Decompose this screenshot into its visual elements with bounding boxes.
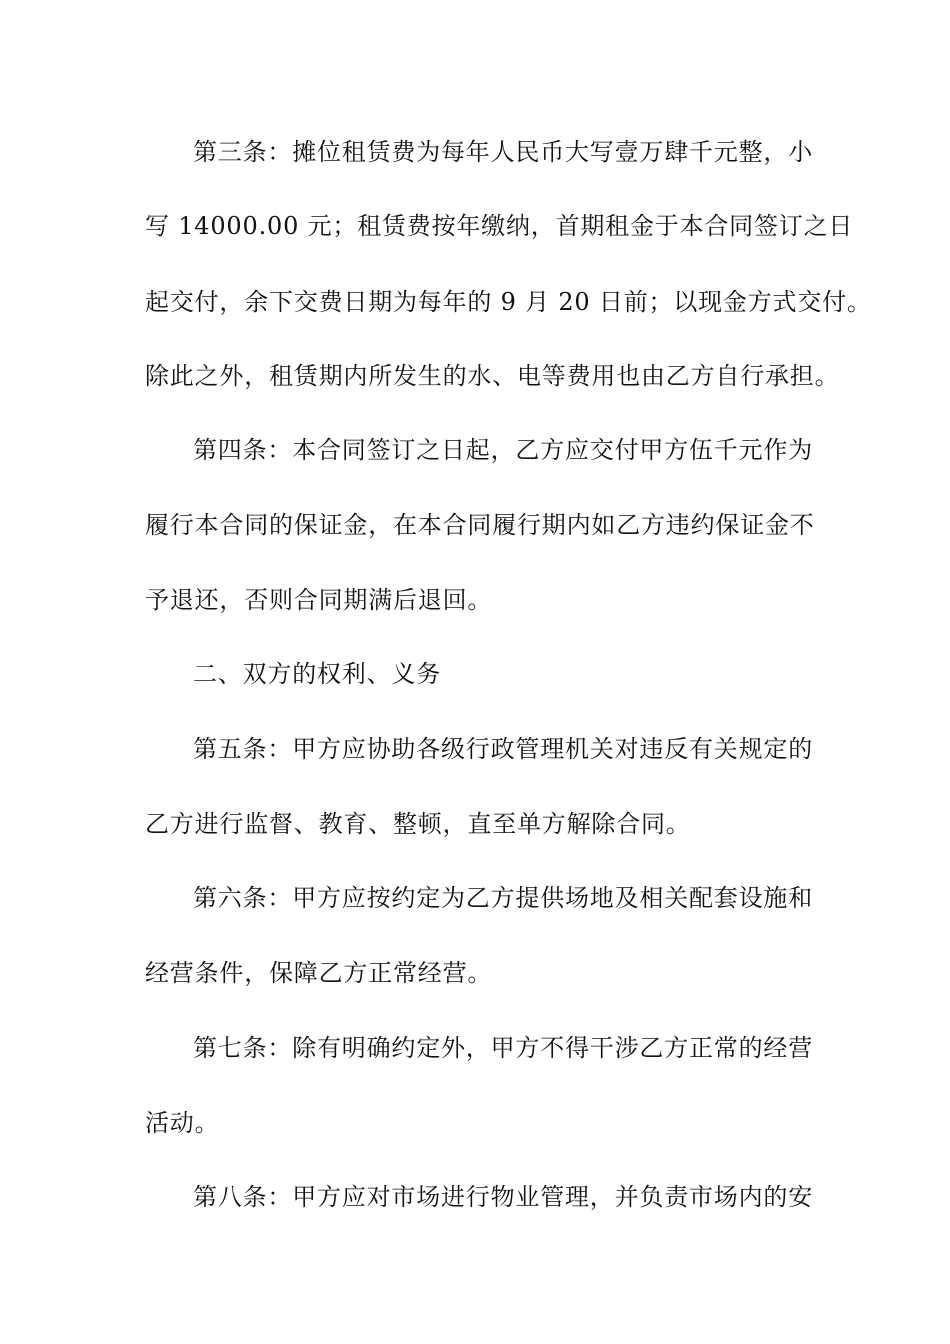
paragraph-article-8-line-1: 第八条：甲方应对市场进行物业管理，并负责市场内的安: [193, 1183, 813, 1211]
section-heading-rights-obligations: 二、双方的权利、义务: [193, 660, 441, 688]
paragraph-article-4-line-1: 第四条：本合同签订之日起，乙方应交付甲方伍千元作为: [193, 436, 813, 464]
paragraph-article-3-line-4: 除此之外，租赁期内所发生的水、电等费用也由乙方自行承担。: [145, 362, 840, 390]
paragraph-article-3-line-2: 写 14000.00 元；租赁费按年缴纳，首期租金于本合同签订之日: [145, 212, 854, 240]
paragraph-article-5-line-1: 第五条：甲方应协助各级行政管理机关对违反有关规定的: [193, 735, 813, 763]
paragraph-article-6-line-2: 经营条件，保障乙方正常经营。: [145, 959, 493, 987]
paragraph-article-7-line-1: 第七条：除有明确约定外，甲方不得干涉乙方正常的经营: [193, 1034, 813, 1062]
paragraph-article-6-line-1: 第六条：甲方应按约定为乙方提供场地及相关配套设施和: [193, 884, 813, 912]
paragraph-article-4-line-2: 履行本合同的保证金，在本合同履行期内如乙方违约保证金不: [145, 511, 815, 539]
paragraph-article-3-line-1: 第三条：摊位租赁费为每年人民币大写壹万肆千元整，小: [193, 138, 813, 166]
paragraph-article-5-line-2: 乙方进行监督、教育、整顿，直至单方解除合同。: [145, 810, 691, 838]
paragraph-article-4-line-3: 予退还，否则合同期满后退回。: [145, 586, 493, 614]
paragraph-article-3-line-3: 起交付，余下交费日期为每年的 9 月 20 日前；以现金方式交付。: [145, 288, 872, 316]
paragraph-article-7-line-2: 活动。: [145, 1109, 220, 1137]
